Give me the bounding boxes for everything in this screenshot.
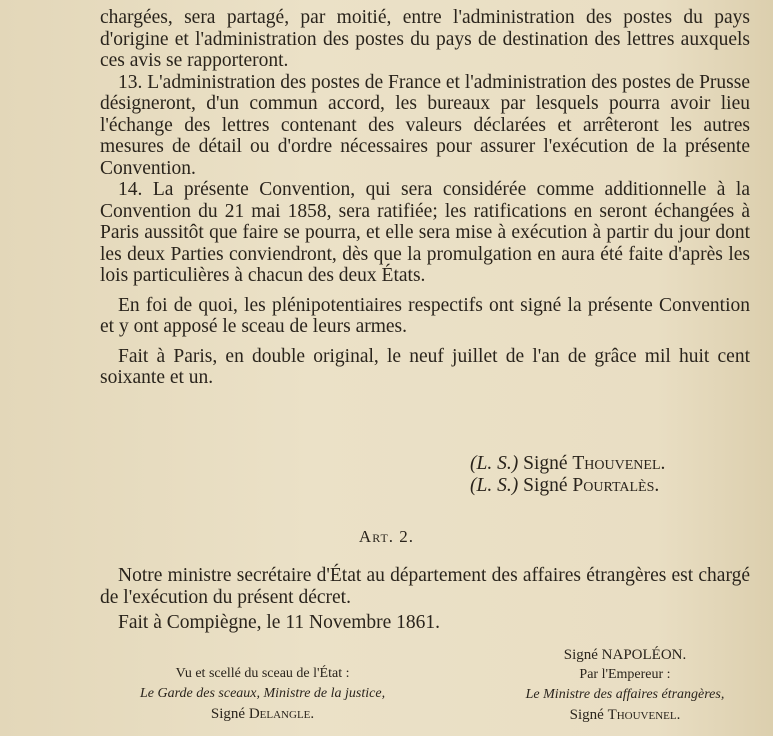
- paragraph-en-foi: En foi de quoi, les plénipotentiaires respectifs ont signé la présente Convention et y ont apposé le sceau de leurs armes.: [100, 294, 750, 337]
- footer-left: Vu et scellé du sceau de l'État : Le Garde des sceaux, Ministre de la justice, Signé Delangle.: [140, 666, 386, 722]
- signature-pourtales: (L. S.) Signé Pourtalès.: [470, 475, 660, 496]
- article-body: [100, 565, 750, 634]
- paragraph-article-14: 14. La présente Convention, qui sera considérée comme additionnelle à la Convention du 21 mai 1858, sera ratifiée; les ratifications en seront échangées à Paris aussitôt que faire se pourra, et elle sera mise à exécution à partir du jour dont les deux Parties conviendront, dès que la promulgation en aura été faite d'après les lois particulières à chacun des deux États.: [100, 179, 750, 286]
- article-date: Fait à Compiègne, le 11 Novembre 1861.: [118, 612, 441, 633]
- body-text: [100, 7, 750, 389]
- paragraph-fait-paris: Fait à Paris, en double original, le neuf juillet de l'an de grâce mil huit cent soixante et un.: [100, 345, 750, 388]
- paragraph-continuation: chargées, sera partagé, par moitié, entre l'administration des postes du pays d'origine et l'administration des postes du pays de destination des lettres auxquels ces avis se rapporteront.: [100, 7, 750, 71]
- footer-right: Signé NAPOLÉON. Par l'Empereur : Le Ministre des affaires étrangères, Signé Thouvenel.: [525, 647, 725, 723]
- article-text: Notre ministre secrétaire d'État au département des affaires étrangères est chargé de l'exécution du présent décret.: [100, 565, 750, 608]
- paragraph-article-13: 13. L'administration des postes de France et l'administration des postes de Prusse désigneront, d'un commun accord, les bureaux par lesquels pourra avoir lieu l'échange des lettres contenant des valeurs déclarées et arrêteront les autres mesures de détail ou d'ordre nécessaires pour assurer l'exécution de la présente Convention.: [100, 71, 750, 179]
- article-heading: Art. 2.: [358, 527, 415, 546]
- signature-thouvenel: (L. S.) Signé Thouvenel.: [470, 453, 666, 474]
